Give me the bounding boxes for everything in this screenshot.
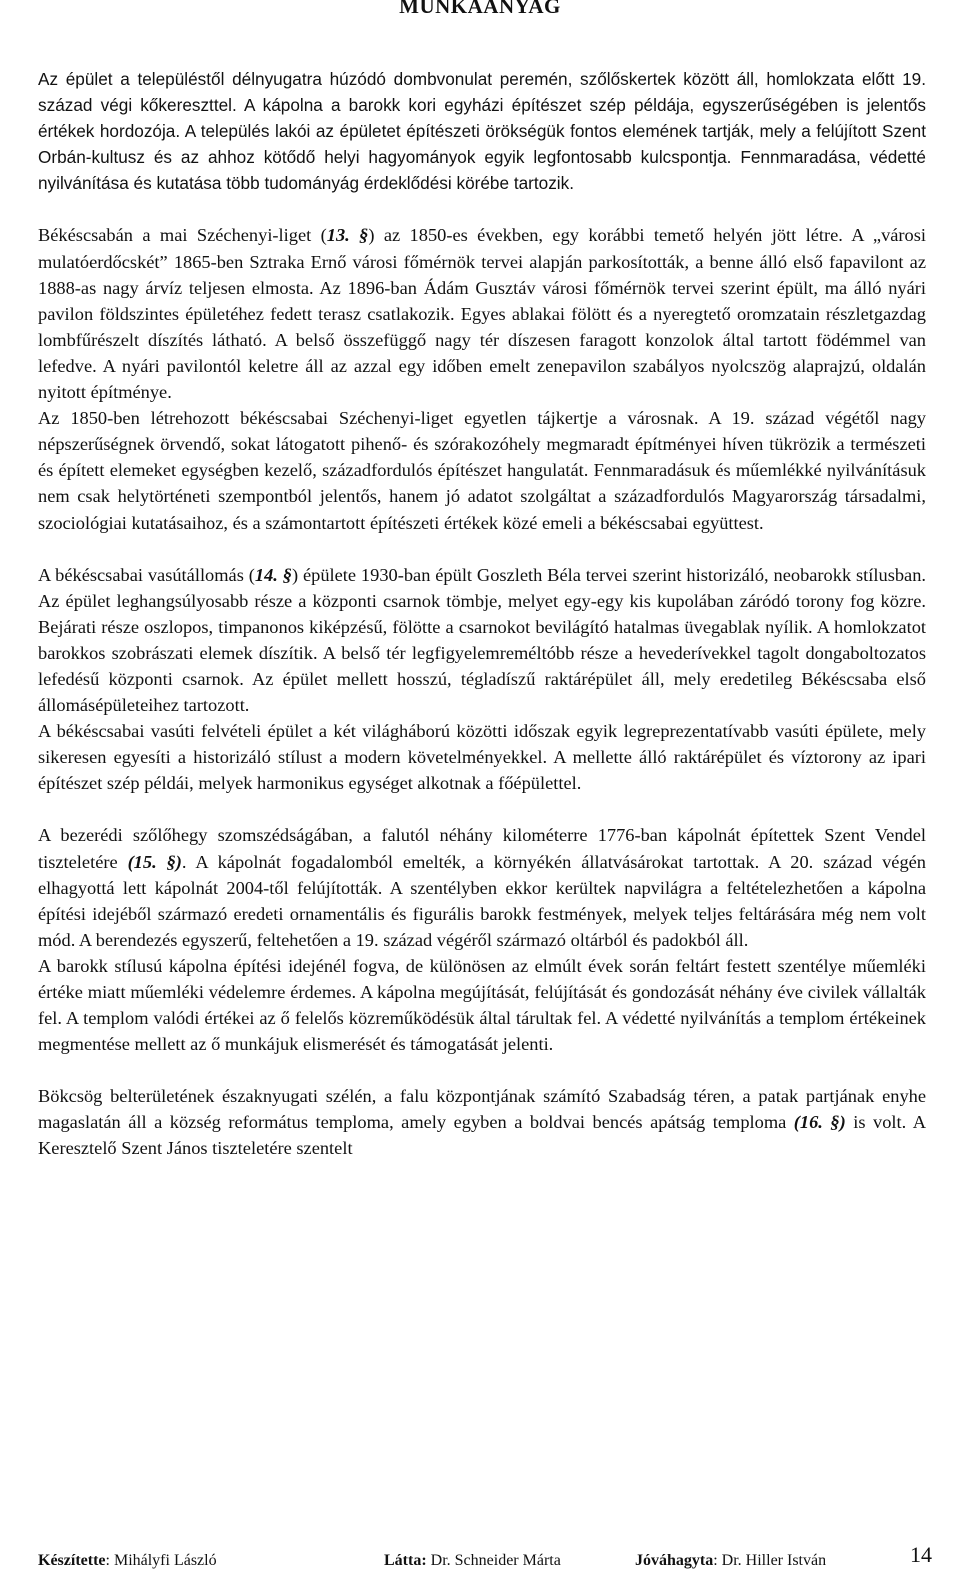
paragraph-text: Bökcsög belterületének északnyugati szélén, a falu központjának számító Szabadság téren, a patak partjának enyhe magaslatán áll a község református temploma, amely egyben a boldvai bencés apátság temploma <box>38 1086 926 1133</box>
paragraph-chapel-summary: A barokk stílusú kápolna építési idejénél fogva, de különösen az elmúlt évek során feltárt festett szentélye műemléki értéke miatt műemléki védelemre érdemes. A kápolna megújítását, felújítását és gondozását néhány éve civilek vállalták fel. A templom valódi értékei az ő felelős közreműködésük által tárultak fel. A védetté nyilvánítás a templom értékeinek megmentése mellett az ő munkájuk elismerését és támogatását jelenti. <box>38 955 926 1055</box>
paragraph-text: A település lakói az épületet építészeti örökségük fontos elemének tartják, mely a felújított Szent Orbán-kultusz és az ahhoz kötődő helyi hagyományok egyik legfontosabb kulcspontja. Fennmaradása, védetté nyilvánítása és kutatása több tudományág érdeklődési körébe tartozik. <box>38 121 927 194</box>
paragraph-text: . A kápolnát fogadalomból emelték, a környékén állatvásárokat tartottak. A 20. század végén elhagyottá lett kápolnát 2004-től felújították. A szentélyben ekkor kerültek napvilágra a feltételezhetően a kápolna építési idejéből származó eredeti ornamentális és figurális barokk festmények, melyek teljes feltárására még nem volt mód. A berendezés egyszerű, feltehetően a 19. század végéről származó oltárból és padokból áll. <box>38 851 926 950</box>
footer-approver <box>635 1552 826 1570</box>
footer-author-label: Készítette <box>38 1552 106 1569</box>
paragraph-szechenyi-summary: Az 1850-ben létrehozott békéscsabai Széchenyi-liget egyetlen tájkertje a városnak. A 19. század végétől nagy népszerűségnek örvendő, sokat látogatott pihenő- és szórakozóhely megmaradt építményei híven tükrözik a természeti és épített elemeket egységben kezelő, századfordulós építészet hangulatát. Fennmaradásuk és műemlékké nyilvánításuk nem csak helytörténeti szempontból jelentős, hanem jó adatot szolgáltat a századfordulós Magyarország társadalmi, szociológiai kutatásaihoz, és a számontartott építészeti értékek közé emeli a békéscsabai együttest. <box>38 408 926 533</box>
paragraph-text: ) az 1850-es években, egy korábbi temető helyén jött létre. A „városi mulatóerdőcskét” 1865-ben Sztraka Ernő városi főmérnök tervei alapján parkosították, a benne álló első fapavilont az 1888-as nagy árvíz teljesen elmosta. Az 1896-ban Ádám Gusztáv városi főmérnök tervei szerint épült, ma álló nyári pavilon földszintes épületéhez fedett terasz csatlakozik. Egyes ablakai fölött és a nyeregtető oromzatain részletgazdag lombfűrészelt díszítés látható. A belső összefüggő nagy tér díszesen faragott konzolok által tartott födémmel van lefedve. A nyári pavilontól keletre áll az azzal egy időben emelt zenepavilon szabályos nyolcszög alaprajzú, oldalán nyitott építménye. <box>38 225 927 403</box>
footer-reviewer-name: Dr. Schneider Márta <box>426 1552 561 1569</box>
section-reference: (16. §) <box>793 1112 846 1133</box>
page-footer <box>38 1542 932 1574</box>
section-reference: 14. § <box>254 564 292 585</box>
paragraph-reformed-church <box>38 1083 926 1161</box>
footer-author <box>38 1552 217 1570</box>
footer-reviewer-label: Látta: <box>384 1552 427 1569</box>
document-body <box>38 66 926 1162</box>
paragraph-szent-vendel <box>38 822 926 952</box>
footer-approver-name: : Dr. Hiller István <box>713 1552 827 1569</box>
paragraph-railway-station <box>38 562 926 719</box>
paragraph-szechenyi-liget <box>38 222 926 405</box>
page-number: 14 <box>910 1542 932 1567</box>
paragraph-railway-summary: A békéscsabai vasúti felvételi épület a két világháború közötti időszak egyik legreprezentatívabb vasúti épülete, mely sikeresen egyesíti a historizáló stílust a modern követelményekkel. A mellette álló raktárépület és víztorony az ipari építészet szép példái, melyek harmonikus egységet alkotnak a főépülettel. <box>38 721 926 794</box>
footer-reviewer <box>384 1552 561 1570</box>
section-reference: (15. §) <box>127 851 182 872</box>
paragraph-text: A békéscsabai vasútállomás ( <box>38 564 255 585</box>
paragraph-text: Az épület a településtől délnyugatra húzódó dombvonulat peremén, szőlőskertek között áll, homlokzata előtt 19. század végi kőkereszttel. A kápolna a barokk kori egyházi építészet szép példája, egyszerűségében is jelentős értékek hordozója. <box>38 69 926 142</box>
footer-approver-label: Jóváhagyta <box>635 1552 714 1569</box>
paragraph-text: Békéscsabán a mai Széchenyi-liget ( <box>38 225 327 246</box>
page-title: MUNKAANYAG <box>399 0 561 18</box>
paragraph-text: is volt. A Keresztelő Szent János tiszteletére szentelt <box>38 1112 926 1159</box>
paragraph-text: ) épülete 1930-ban épült Goszleth Béla tervei szerint historizáló, neobarokk stílusban. Az épület leghangsúlyosabb része a központi csarnok tömbje, melyet egy-egy kis kupolában záródó torony fog közre. Bejárati része oszlopos, timpanonos kiképzésű, fölötte a csarnokot bevilágító hatalmas üvegablak nyílik. A homlokzatot barokkos szobrászati elemek díszítik. A belső tér legfigyelemreméltóbb része a hevederívekkel tagolt dongaboltozatos lefedésű központi csarnok. Az épület mellett hosszú, tégladíszű raktárépület áll, mely eredetileg Békéscsaba első állomásépületeihez tartozott. <box>38 564 927 716</box>
section-reference: 13. § <box>326 225 369 246</box>
paragraph-chapel-intro <box>38 66 926 196</box>
paragraph-text: A bezerédi szőlőhegy szomszédságában, a falutól néhány kilométerre 1776-ban kápolnát építettek Szent Vendel tiszteletére <box>38 825 926 872</box>
footer-author-name: : Mihályfi László <box>105 1552 217 1569</box>
